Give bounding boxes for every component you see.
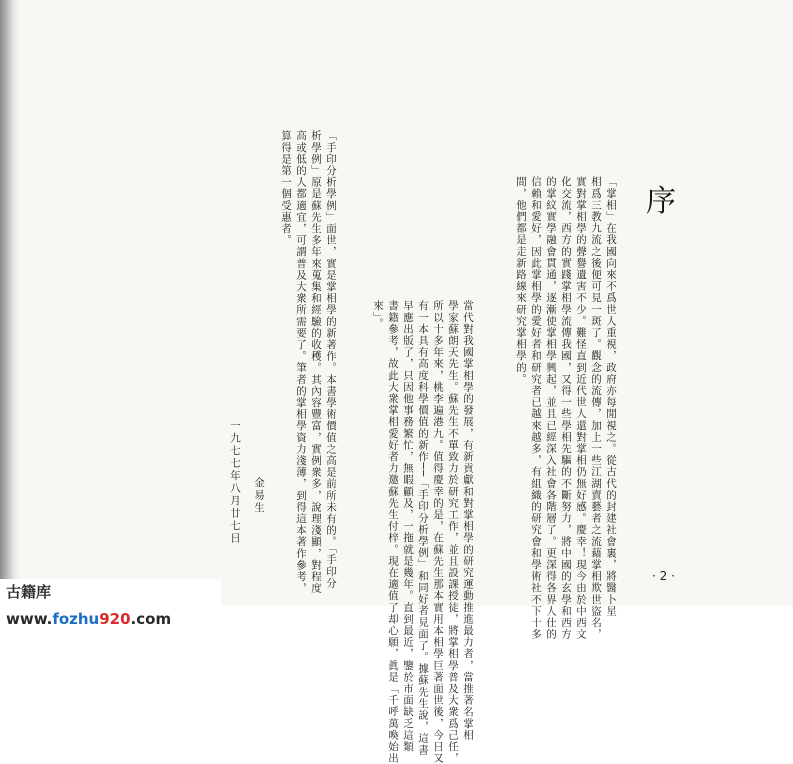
watermark-number: 920 xyxy=(99,610,131,628)
page-gutter-shadow xyxy=(0,0,20,606)
text-column: 學家蘇朗天先生。蘇先生不單致力於研究工作，並且設課授徒，將掌相學普及大衆爲己任， xyxy=(447,300,459,764)
author-signature: 金易生 xyxy=(253,477,265,515)
text-column: 間，他們都是走新路線來研究掌相學的。 xyxy=(515,176,527,385)
text-column: 「掌相」在我國向來不爲世人重視，政府亦每閒視之。從古代的封建社會裏，將醫卜星 xyxy=(605,176,617,617)
text-column: 高或低的人都適宜，可謂普及大衆所需要了。筆者的掌相學資力淺薄，到得這本著作參考， xyxy=(295,130,307,594)
watermark-suffix: .com xyxy=(130,610,172,628)
text-column: 有一本具有高度科學價值的新作──「手印分析學例」和同好者見面了。據蘇先生說，這書 xyxy=(417,300,429,756)
preface-paragraph-3 xyxy=(278,130,338,594)
text-column: 「手印分析學例」面世，實是掌相學的新著作。本書學術價值之高是前所未有的。「手印分 xyxy=(325,130,337,589)
page-number: · 2 · xyxy=(652,569,675,583)
text-column: 來」。 xyxy=(372,300,384,330)
text-column: 實對掌相學的聲譽遺害不少。難怪直到近代世人還對掌相仍無好感。慶幸！現今由於中西文 xyxy=(575,176,587,640)
watermark-site: fozhu xyxy=(52,610,100,628)
text-column: 所以十多年來，桃李遍港九。值得慶幸的是，在蘇先生那本實用本相學巨著面世後，今日又 xyxy=(432,300,444,764)
preface-paragraph-1 xyxy=(513,176,618,640)
site-watermark xyxy=(0,579,221,628)
text-column: 的掌紋實學融會貫通，逐漸使掌相學興起，並且已經深入社會各階層了。更深得各界人仕的 xyxy=(545,176,557,640)
text-column: 化交流，西方的實踐掌相學流傳我國，又得一些學相先驅的不斷努力，將中國的玄學和西方 xyxy=(560,176,572,640)
text-column: 早應出版了，只因他事務繁忙，無暇顧及，一拖就是幾年。直到最近，鑒於市面缺乏這類 xyxy=(402,300,414,753)
text-column: 信賴和愛好，因此掌相學的愛好者和研究者已越來越多，有組織的研究會和學術社不下十多 xyxy=(530,176,542,640)
signature-date: 一九七七年八月廿七日 xyxy=(229,420,241,545)
watermark-prefix: 古籍库 www. xyxy=(6,583,53,628)
preface-paragraph-2 xyxy=(370,300,475,764)
preface-title: 序 xyxy=(646,184,676,219)
text-column: 相爲三教九流之後便可見一斑了。觀念的流傳，加上一些江湖賣藝者之流藉掌相欺世盜名， xyxy=(590,176,602,640)
text-column: 書籍參考，故此大衆掌相愛好者力邀蘇先生付梓。現在適值了却心願，眞是「千呼萬喚始出 xyxy=(387,300,399,764)
text-column: 析學例」原是蘇先生多年來蒐集和經驗的收穫。其內容豐富，實例衆多，說理淺顯，對程度 xyxy=(310,130,322,594)
text-column: 當代對我國掌相學的發展，有新貢獻和對掌相學的研究運動推進最力者，當推著名掌相 xyxy=(462,300,474,741)
text-column: 算得是第一個受惠者。 xyxy=(280,130,292,246)
